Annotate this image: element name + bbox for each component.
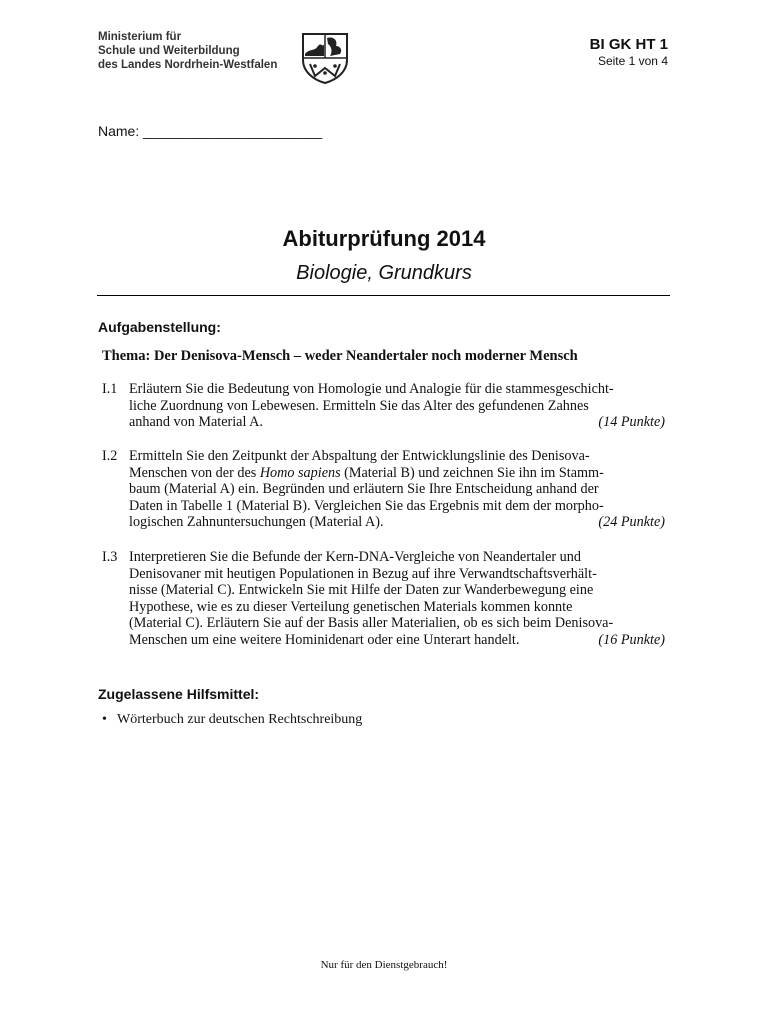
task-line: Erläutern Sie die Bedeutung von Homologie und Analogie für die stammesgeschicht- [129,381,614,397]
task-line: (Material C). Erläutern Sie auf der Basis aller Materialien, ob es sich beim Denisova- [129,615,614,632]
task-item [102,549,665,649]
task-line: logischen Zahnuntersuchungen (Material A). [129,514,384,531]
ministry-name [98,30,277,72]
task-number: I.3 [102,549,118,565]
task-line: Menschen um eine weitere Hominidenart oder eine Unterart handelt. [129,631,520,648]
aid-text: Wörterbuch zur deutschen Rechtschreibung [117,712,363,727]
task-last-line [129,414,665,431]
task-text: Menschen von der des [129,464,260,481]
task-line: Hypothese, wie es zu dieser Verteilung genetischen Materials kommen konnte [129,598,573,615]
task-last-line [129,632,665,649]
task-line: liche Zuordnung von Lebewesen. Ermitteln Sie das Alter des gefundenen Zahnes [129,397,589,414]
task-item [102,381,665,431]
doc-code: BI GK HT 1 [589,36,668,53]
bullet-icon: • [102,712,107,727]
task-heading: Aufgabenstellung: [98,319,221,335]
task-line: nisse (Material C). Entwickeln Sie mit Hilfe der Daten zur Wanderbewegung eine [129,582,594,599]
aid-item [102,712,362,728]
page-info: Seite 1 von 4 [597,54,668,68]
document-id [590,36,668,68]
ministry-line: Ministerium für [98,31,182,43]
task-line: Daten in Tabelle 1 (Material B). Vergleichen Sie das Ergebnis mit dem der morpho- [129,497,604,514]
task-line: Interpretieren Sie die Befunde der Kern-DNA-Vergleiche von Neandertaler und [129,549,581,565]
ministry-line: des Landes Nordrhein-Westfalen [98,59,278,71]
task-item [102,448,665,531]
task-last-line [129,514,665,531]
nrw-coat-of-arms-icon [300,32,350,84]
task-line: anhand von Material A. [129,414,263,431]
name-field: Name: _______________________ [98,123,323,139]
task-points: (24 Punkte) [598,514,665,531]
title-rule [97,295,670,296]
page-subtitle: Biologie, Grundkurs [296,262,472,284]
task-line: baum (Material A) ein. Begründen und erläutern Sie Ihre Entscheidung anhand der [129,481,599,498]
task-line: Denisovaner mit heutigen Populationen in Bezug auf ihre Verwandtschaftsverhält- [129,565,597,582]
task-number: I.2 [102,448,118,464]
species-name: Homo sapiens [259,464,341,481]
task-line: Ermitteln Sie den Zeitpunkt der Abspaltung der Entwicklungslinie des Denisova- [129,448,590,464]
task-number: I.1 [102,381,118,397]
task-text: (Material B) und zeichnen Sie ihn im Stamm- [340,464,604,481]
ministry-line: Schule und Weiterbildung [98,45,240,57]
theme: Thema: Der Denisova-Mensch – weder Neandertaler noch moderner Mensch [102,348,578,364]
task-line [129,465,665,482]
aids-heading: Zugelassene Hilfsmittel: [98,686,260,702]
page-title: Abiturprüfung 2014 [282,226,486,251]
task-points: (14 Punkte) [598,414,665,431]
footer-note: Nur für den Dienstgebrauch! [320,959,448,971]
task-points: (16 Punkte) [598,631,665,648]
